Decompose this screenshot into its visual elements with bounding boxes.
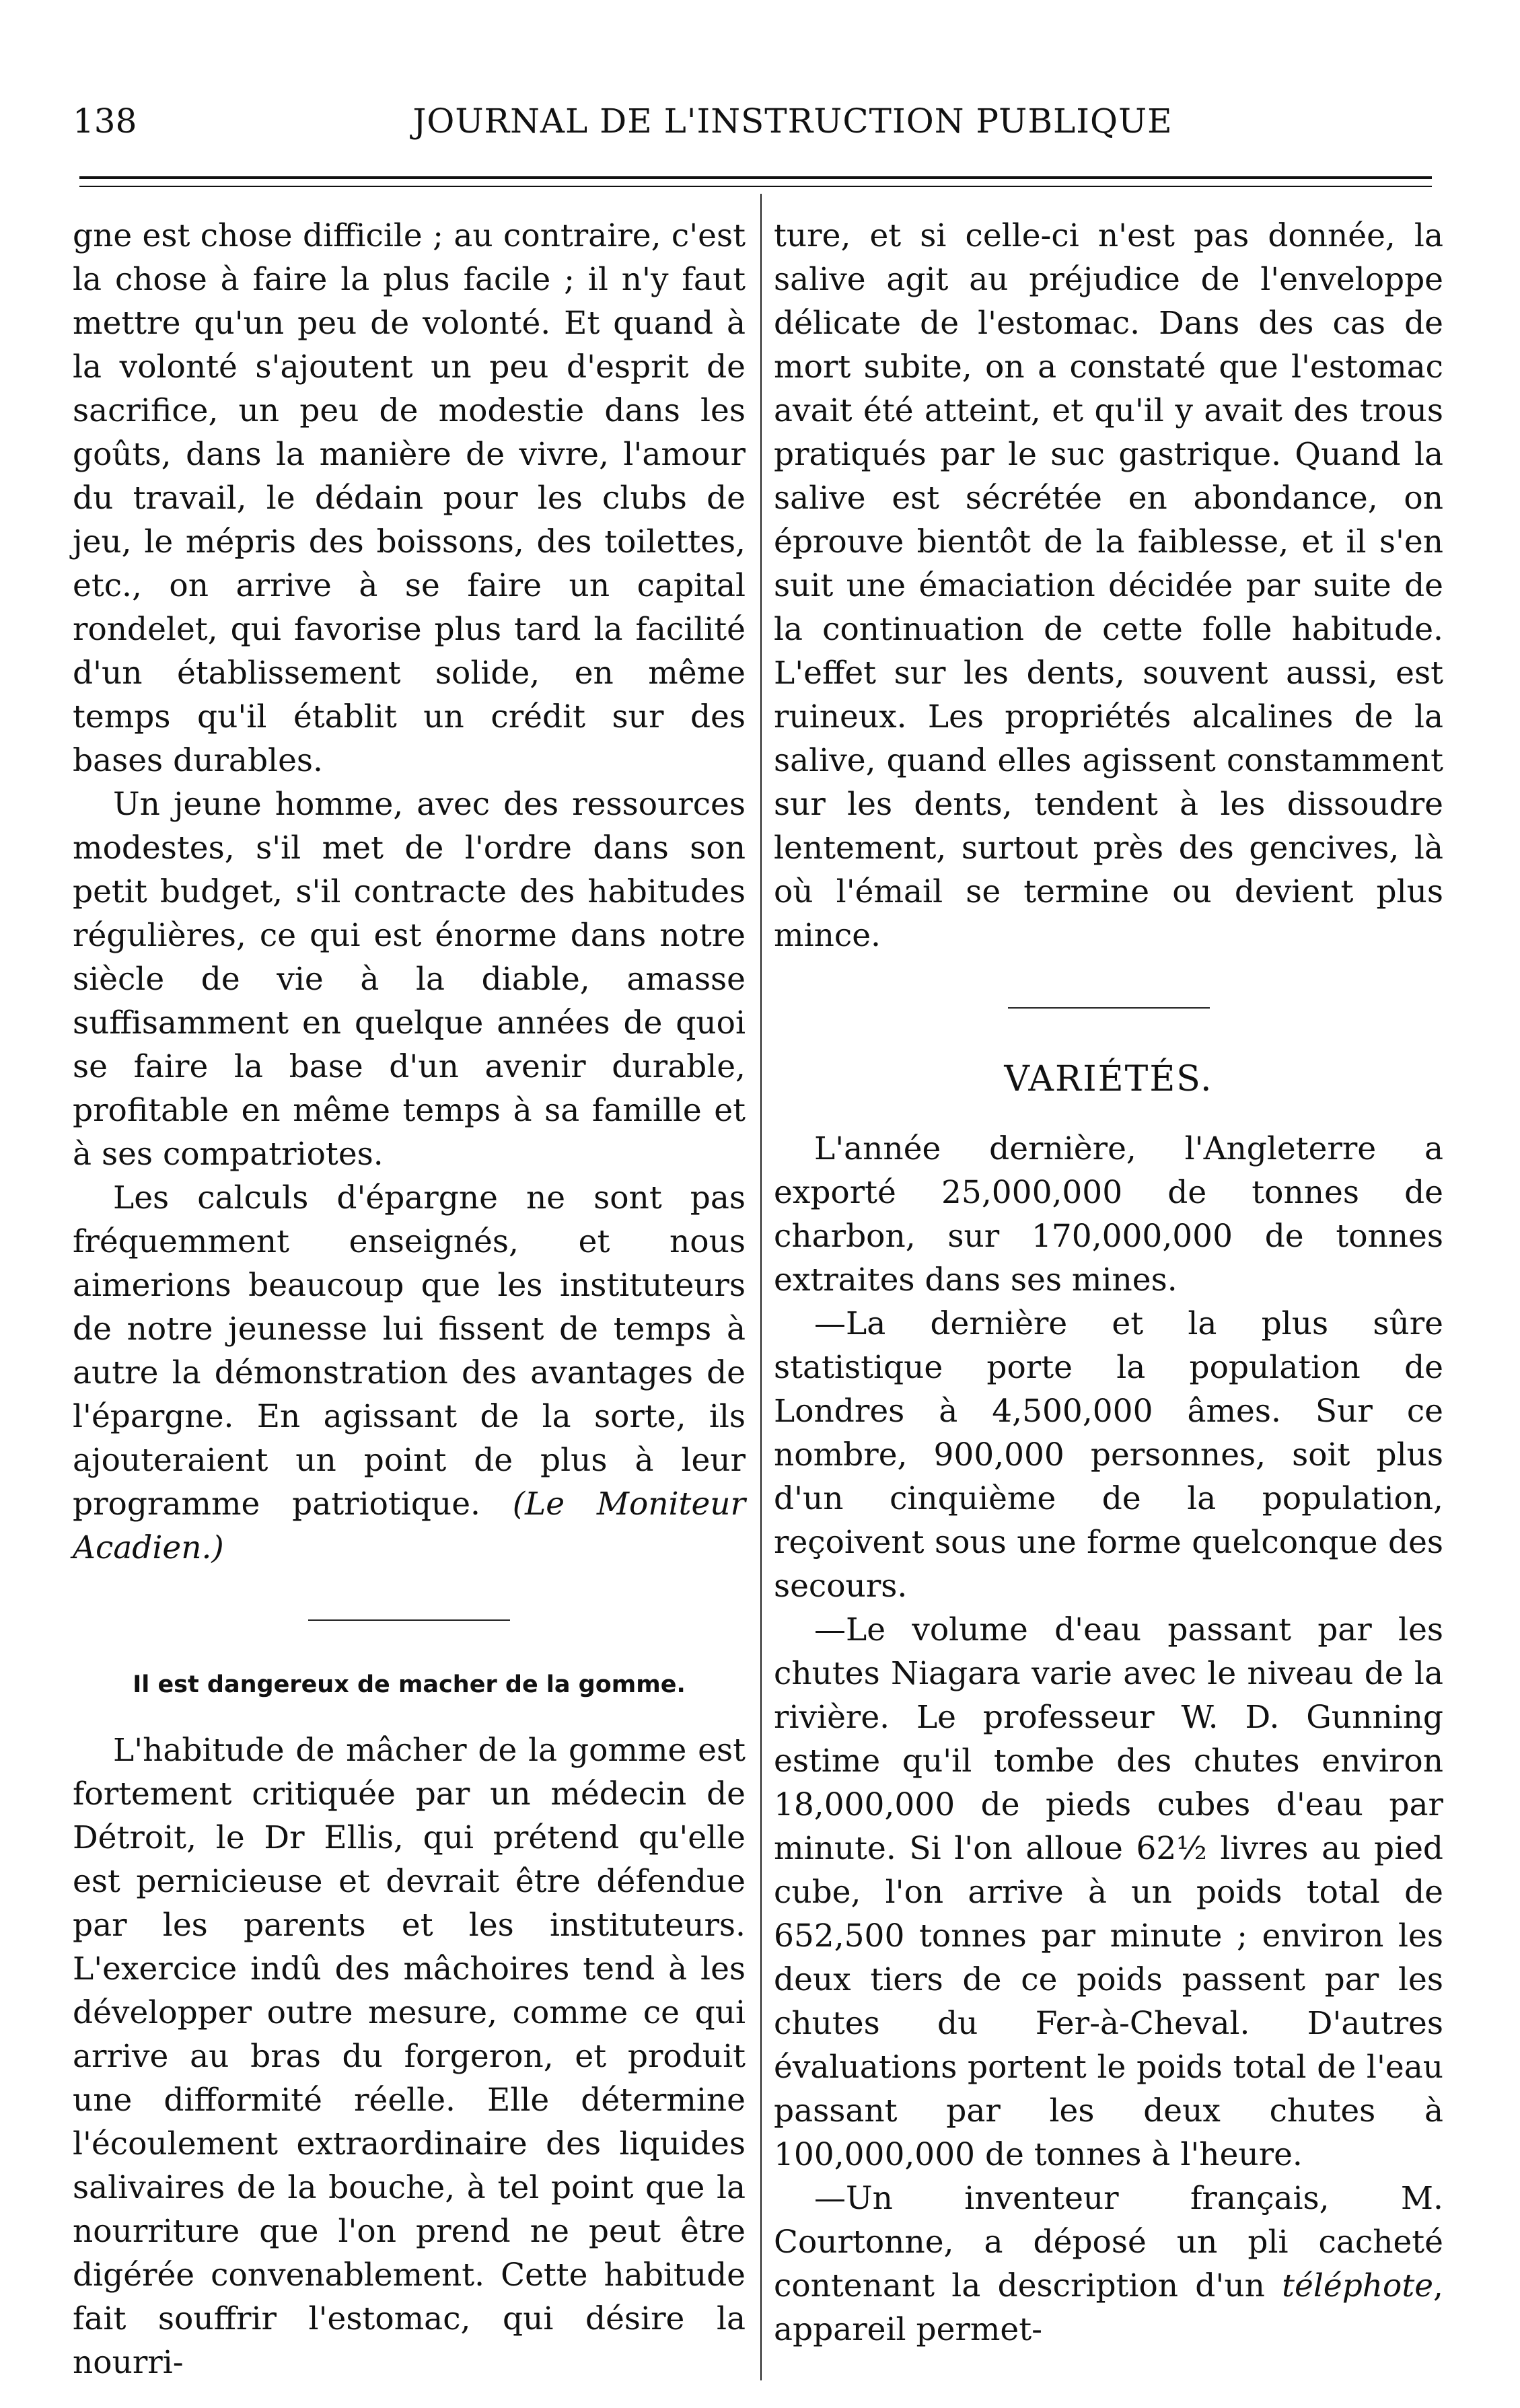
column-divider	[760, 194, 762, 2380]
page-number: 138	[73, 102, 137, 141]
paragraph-gomme: L'habitude de mâcher de la gomme est fortement critiquée par un médecin de Détroit, le Dr Ellis, qui prétend qu'elle est pernicieuse et devrait être défendue par les parents et les instituteurs. L'exercice indû des mâchoires tend à les développer outre mesure, comme ce qui arrive au bras du forgeron, et produit une difformité réelle. Elle détermine l'écoulement extraordinaire des liquides salivaires de la bouche, à tel point que la nourriture que l'on prend ne peut être digérée convenablement. Cette habitude fait souffrir l'estomac, qui désire la nourri-	[73, 1732, 746, 2381]
header-rule-thin	[79, 186, 1432, 187]
item-niagara: —Le volume d'eau passant par les chutes Niagara varie avec le niveau de la rivière. Le professeur W. D. Gunning estime qu'il tombe des chutes environ 18,000,000 de pieds cubes d'eau par minute. Si l'on alloue 62½ livres au pied cube, l'on arrive à un poids total de 652,500 tonnes par minute ; environ les deux tiers de ce poids passent par les chutes du Fer-à-Cheval. D'autres évaluations portent le poids total de l'eau passant par les deux chutes à 100,000,000 de tonnes à l'heure.	[774, 1611, 1443, 2173]
article-title: Il est dangereux de macher de la gomme.	[133, 1671, 686, 1698]
item-telephote	[774, 2177, 1443, 2351]
paragraph-gomme-continued: ture, et si celle-ci n'est pas donnée, la salive agit au préjudice de l'enveloppe délicate de l'estomac. Dans des cas de mort subite, on a constaté que l'estomac avait été atteint, et qu'il y avait des trous pratiqués par le suc gastrique. Quand la salive est sécrétée en abondance, on éprouve bientôt de la faiblesse, et il s'en suit une émaciation décidée par suite de la continuation de cette folle habitude. L'effet sur les dents, souvent aussi, est ruineux. Les propriétés alcalines de la salive, quand elles agissent constamment sur les dents, tendent à les dissoudre lentement, surtout près des gencives, là où l'émail se termine ou devient plus mince.	[774, 217, 1443, 954]
item-telephote-start: —Un inventeur français, M. Courtonne, a déposé un pli cacheté contenant la description d'un	[774, 2180, 1443, 2304]
paragraph-jeune-homme: Un jeune homme, avec des ressources modestes, s'il met de l'ordre dans son petit budget, s'il contracte des habitudes régulières, ce qui est énorme dans notre siècle de vie à la diable, amasse suffisamment en quelque années de quoi se faire la base d'un avenir durable, profitable en même temps à sa famille et à ses compatriotes.	[73, 786, 746, 1173]
item-telephote-end: , appareil permet-	[774, 2267, 1443, 2348]
paragraph-calculs-text: Les calculs d'épargne ne sont pas fréquemment enseignés, et nous aimerions beaucoup que les instituteurs de notre jeunesse lui fissent de temps à autre la démonstration des avantages de l'épargne. En agissant de la sorte, ils ajouteraient un point de plus à leur programme patriotique.	[73, 1179, 746, 1523]
page-header	[73, 101, 1432, 155]
section-title-varietes: VARIÉTÉS.	[1004, 1059, 1213, 1099]
left-column	[73, 214, 746, 2384]
paragraph-calculs-epargne	[73, 1176, 746, 1570]
right-column	[774, 214, 1443, 2351]
header-rule	[79, 176, 1432, 179]
item-telephote-term: téléphote	[1282, 2267, 1434, 2304]
article-separator	[308, 1619, 510, 1621]
paragraph-epargne-continued: gne est chose difficile ; au contraire, c'est la chose à faire la plus facile ; il n'y faut mettre qu'un peu de volonté. Et quand à la volonté s'ajoutent un peu d'esprit de sacrifice, un peu de modestie dans les goûts, dans la manière de vivre, l'amour du travail, le dédain pour les clubs de jeu, le mépris des boissons, des toilettes, etc., on arrive à se faire un capital rondelet, qui favorise plus tard la facilité d'un établissement solide, en même temps qu'il établit un crédit sur des bases durables.	[73, 217, 746, 779]
item-londres-population: —La dernière et la plus sûre statistique porte la population de Londres à 4,500,000 âmes. Sur ce nombre, 900,000 personnes, soit plus d'un cinquième de la population, reçoivent sous une forme quelconque des secours.	[774, 1305, 1443, 1605]
running-title: JOURNAL DE L'INSTRUCTION PUBLIQUE	[412, 102, 1173, 141]
section-separator	[1008, 1007, 1210, 1009]
item-angleterre-charbon: L'année dernière, l'Angleterre a exporté 25,000,000 de tonnes de charbon, sur 170,000,000 de tonnes extraites dans ses mines.	[774, 1130, 1443, 1299]
source-citation: (Le Moniteur Acadien.)	[73, 1486, 746, 1566]
